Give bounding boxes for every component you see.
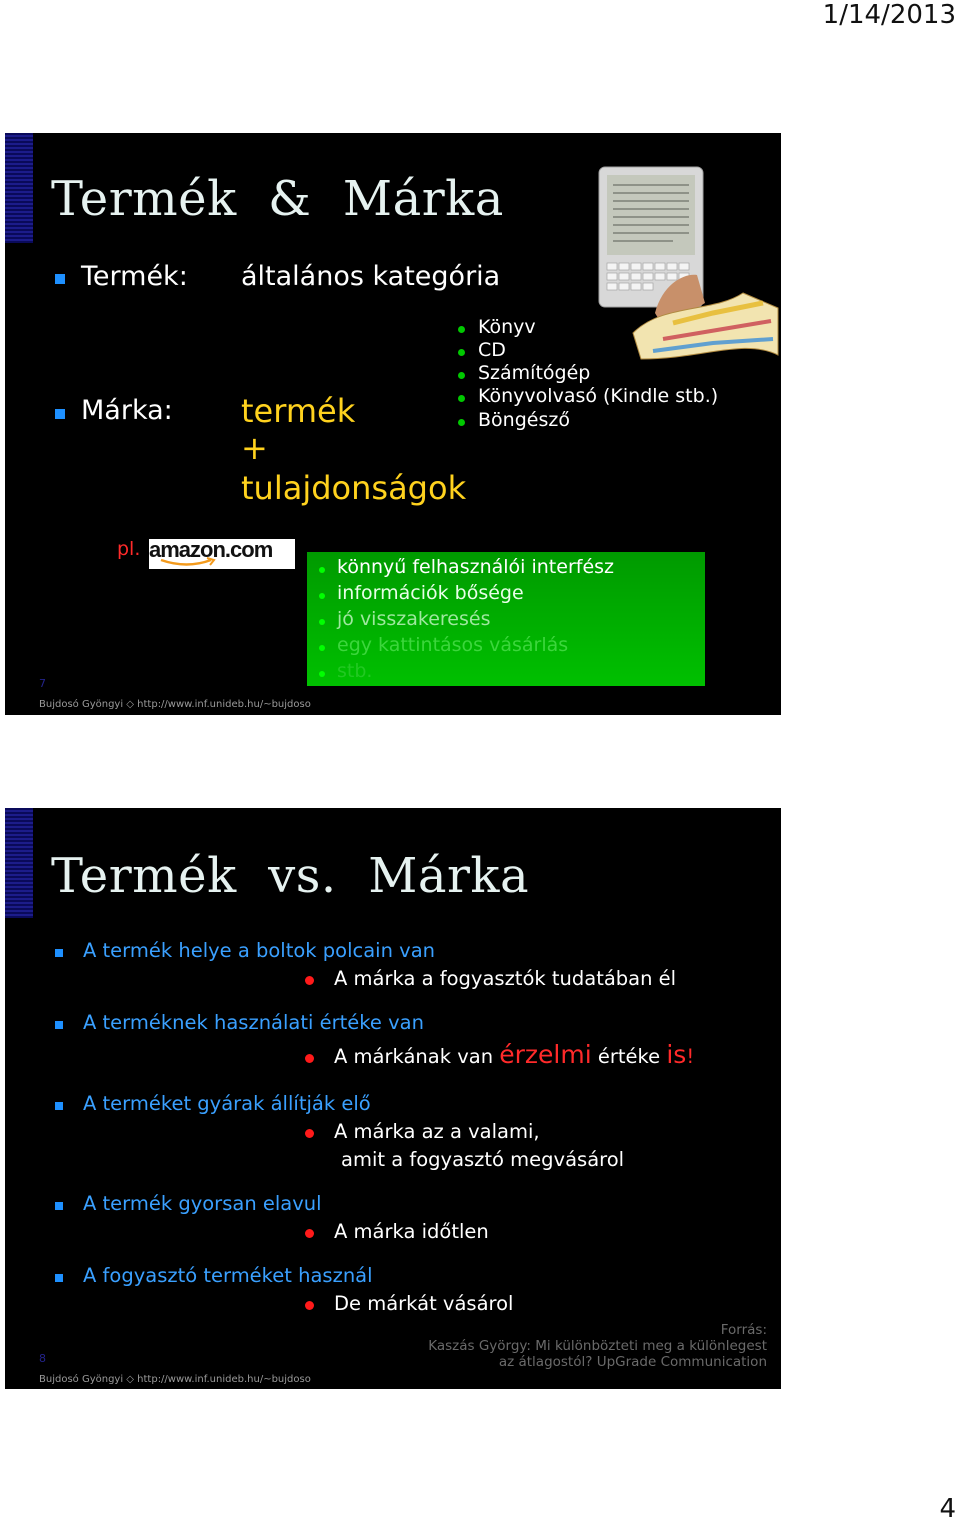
- page-date: 1/14/2013: [822, 0, 956, 30]
- slide-termek-marka: [5, 133, 781, 715]
- product-point: A termék helye a boltok polcain van: [83, 939, 436, 962]
- red-dot-icon: [305, 1301, 314, 1310]
- brand-point: De márkát vásárol: [334, 1292, 514, 1315]
- brand-formula-line3: tulajdonságok: [241, 469, 467, 507]
- green-dot-icon: [319, 619, 325, 625]
- product-point: A fogyasztó terméket használ: [83, 1264, 373, 1287]
- product-point: A terméknek használati értéke van: [83, 1011, 424, 1034]
- red-dot-icon: [305, 976, 314, 985]
- square-bullet-icon: [55, 949, 63, 957]
- emphasis-is: is: [666, 1040, 687, 1069]
- example-item: Számítógép: [478, 362, 591, 384]
- title-word-termek: Termék: [51, 171, 237, 227]
- row-label-marka: Márka:: [81, 395, 173, 426]
- example-item: Könyvolvasó (Kindle stb.): [478, 385, 719, 407]
- title-word-marka: Márka: [368, 848, 530, 904]
- brand-point-text: értéke: [591, 1045, 667, 1068]
- title-vs: vs.: [268, 848, 337, 904]
- features-box: [307, 552, 705, 686]
- row-value-kategoria: általános kategória: [241, 261, 501, 292]
- red-dot-icon: [305, 1054, 314, 1063]
- brand-point-emotional: [334, 1040, 694, 1069]
- page-number: 4: [939, 1494, 956, 1524]
- slide-footer: Bujdosó Gyöngyi ◇ http://www.inf.unideb.hu/~bujdoso: [39, 699, 311, 710]
- product-point: A termék gyorsan elavul: [83, 1192, 322, 1215]
- brand-formula-line1: termék: [241, 392, 356, 430]
- slide-number: 8: [39, 1352, 46, 1365]
- green-dot-icon: [319, 671, 325, 677]
- feature-item: egy kattintásos vásárlás: [337, 634, 569, 656]
- green-dot-icon: [458, 395, 465, 402]
- brand-point: A márka a fogyasztók tudatában él: [334, 967, 677, 990]
- brand-point-continued: amit a fogyasztó megvásárol: [341, 1148, 625, 1171]
- feature-item: információk bősége: [337, 582, 524, 604]
- title-word-marka: Márka: [342, 171, 504, 227]
- emphasis-exclamation: !: [686, 1045, 695, 1068]
- square-bullet-icon: [55, 1102, 63, 1110]
- green-dot-icon: [458, 349, 465, 356]
- green-dot-icon: [319, 593, 325, 599]
- green-dot-icon: [319, 645, 325, 651]
- slide-title: [51, 848, 529, 904]
- slide-number: 7: [39, 677, 46, 690]
- green-dot-icon: [458, 372, 465, 379]
- feature-item: stb.: [337, 660, 373, 682]
- row-label-termek: Termék:: [81, 261, 188, 292]
- amazon-smile-icon: [159, 557, 219, 569]
- slide-title: [51, 171, 504, 227]
- example-item: Könyv: [478, 316, 536, 338]
- amazon-logo: [149, 539, 295, 569]
- source-label: Forrás:: [720, 1322, 767, 1338]
- square-bullet-icon: [55, 1274, 63, 1282]
- green-dot-icon: [458, 326, 465, 333]
- square-bullet-icon: [55, 274, 65, 284]
- square-bullet-icon: [55, 1021, 63, 1029]
- brand-point-text: A márkának van: [334, 1045, 500, 1068]
- slide-footer: Bujdosó Gyöngyi ◇ http://www.inf.unideb.hu/~bujdoso: [39, 1374, 311, 1385]
- source-author-title: Kaszás György: Mi különbözteti meg a különlegest: [428, 1338, 767, 1354]
- kindle-and-book-illustration: [593, 163, 781, 363]
- source-publisher: az átlagostól? UpGrade Communication: [498, 1354, 767, 1370]
- slide-decor-strip: [5, 133, 33, 243]
- brand-point: A márka időtlen: [334, 1220, 489, 1243]
- product-point: A terméket gyárak állítják elő: [83, 1092, 371, 1115]
- title-ampersand: &: [268, 171, 312, 227]
- slide-decor-strip: [5, 808, 33, 918]
- brand-point: A márka az a valami,: [334, 1120, 540, 1143]
- example-item: CD: [478, 339, 506, 361]
- green-dot-icon: [458, 419, 465, 426]
- feature-item: könnyű felhasználói interfész: [337, 556, 615, 578]
- title-word-termek: Termék: [51, 848, 237, 904]
- example-prefix: pl.: [117, 538, 141, 560]
- feature-item: jó visszakeresés: [337, 608, 491, 630]
- red-dot-icon: [305, 1229, 314, 1238]
- square-bullet-icon: [55, 1202, 63, 1210]
- emphasis-erzelmi: érzelmi: [499, 1040, 592, 1069]
- amazon-logo-text: amazon.com: [149, 539, 273, 562]
- example-item: Böngésző: [478, 409, 570, 431]
- green-dot-icon: [319, 567, 325, 573]
- source-citation: [428, 1322, 767, 1370]
- square-bullet-icon: [55, 409, 65, 419]
- brand-formula-line2: +: [241, 429, 268, 467]
- slide-termek-vs-marka: [5, 808, 781, 1389]
- red-dot-icon: [305, 1129, 314, 1138]
